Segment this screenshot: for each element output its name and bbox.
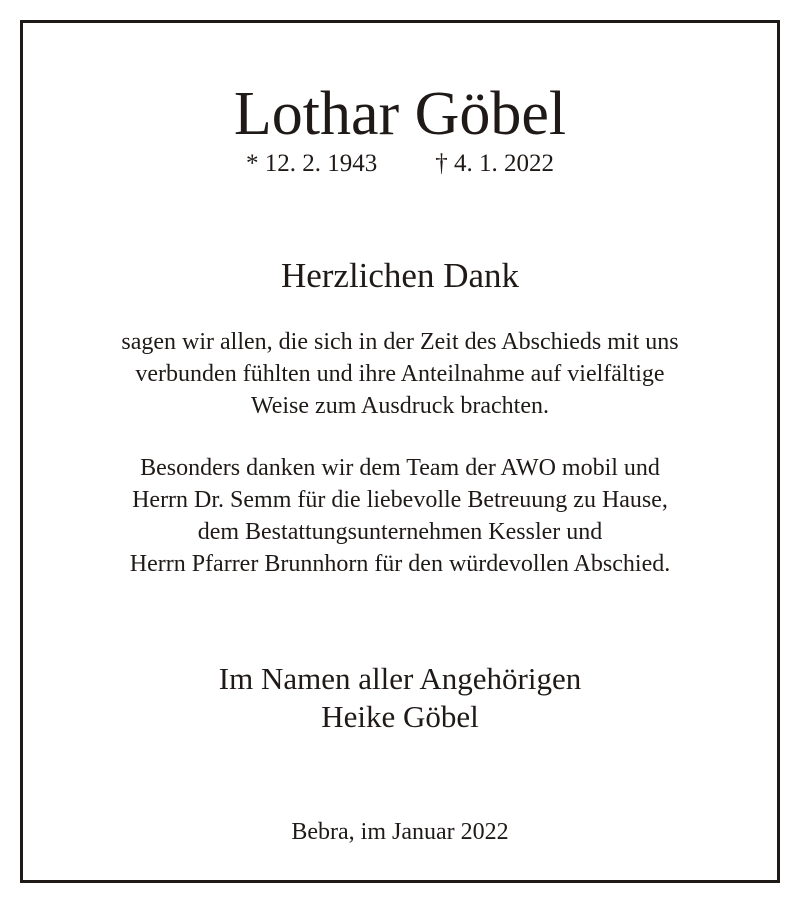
thanks-paragraph [0, 326, 800, 422]
signature-line: Im Namen aller Angehörigen [218, 661, 582, 696]
birth-date: * 12. 2. 1943 [246, 150, 378, 177]
paragraph-line: Herrn Pfarrer Brunnhorn für den würdevollen Abschied. [129, 551, 671, 577]
place-and-date: Bebra, im Januar 2022 [291, 819, 509, 845]
paragraph-line: Weise zum Ausdruck brachten. [251, 393, 549, 419]
life-dates [0, 149, 800, 179]
thanks-heading: Herzlichen Dank [280, 256, 520, 295]
signature-block [0, 660, 800, 736]
death-date: † 4. 1. 2022 [435, 150, 554, 177]
paragraph-line: Besonders danken wir dem Team der AWO mobil und [140, 455, 660, 481]
deceased-name: Lothar Göbel [233, 80, 567, 148]
paragraph-line: dem Bestattungsunternehmen Kessler und [197, 519, 603, 545]
paragraph-line: Herrn Dr. Semm für die liebevolle Betreuung zu Hause, [132, 487, 668, 513]
special-thanks-paragraph [0, 452, 800, 580]
paragraph-line: verbunden fühlten und ihre Anteilnahme auf vielfältige [135, 361, 665, 387]
paragraph-line: sagen wir allen, die sich in der Zeit des Abschieds mit uns [121, 329, 679, 355]
signatory-name: Heike Göbel [321, 699, 479, 734]
